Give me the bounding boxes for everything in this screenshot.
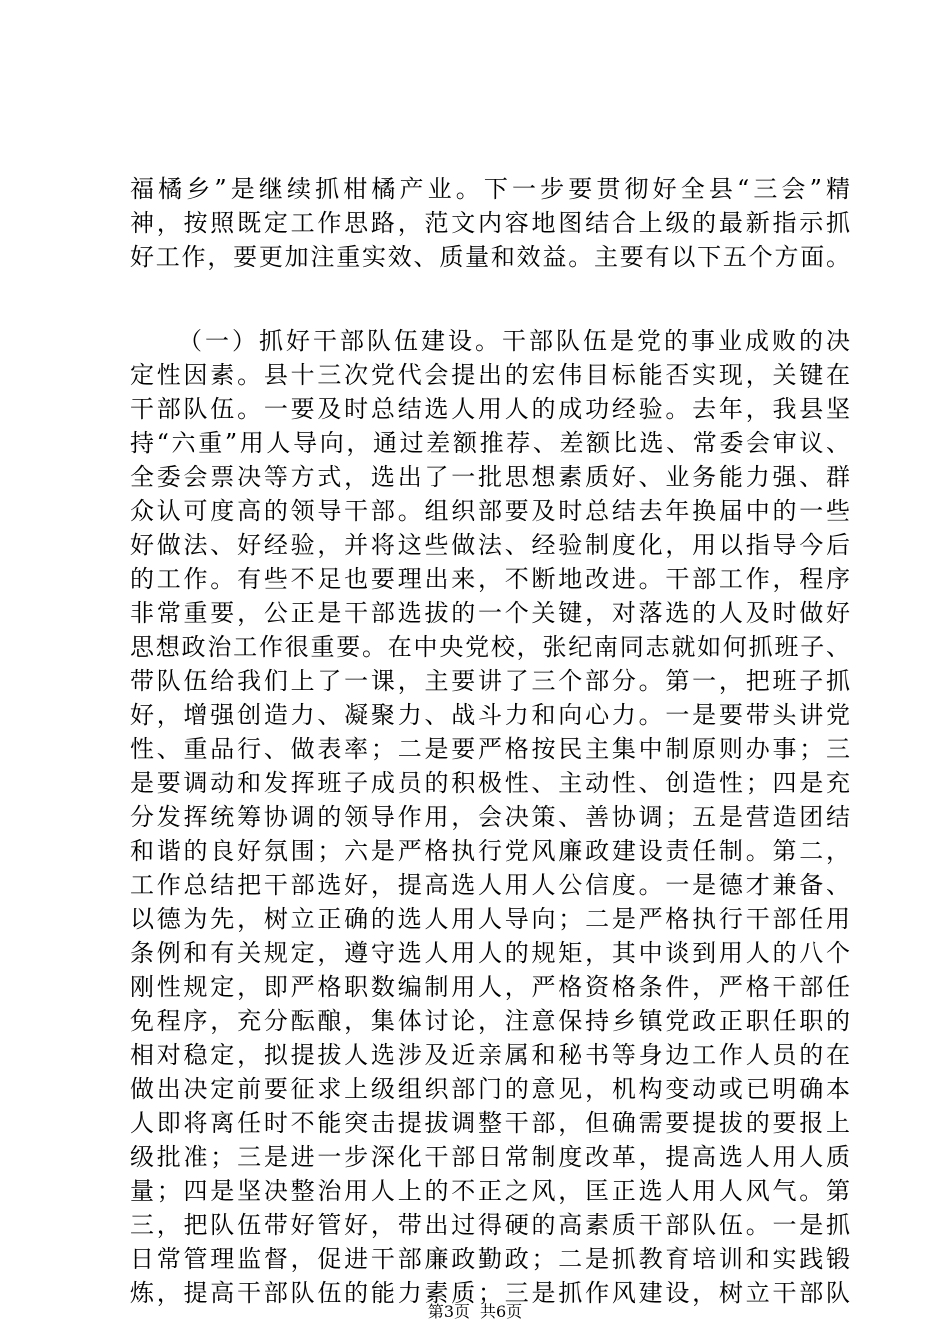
paragraph-2: [130, 324, 850, 1310]
text-line: 做出决定前要征求上级组织部门的意见，机构变动或已明确本: [130, 1075, 850, 1103]
text-line: 级批准；三是进一步深化干部日常制度改革，提高选人用人质: [130, 1143, 850, 1171]
document-body: [130, 172, 850, 1310]
text-line: 工作总结把干部选好，提高选人用人公信度。一是德才兼备、: [130, 871, 850, 899]
text-line: 和谐的良好氛围；六是严格执行党风廉政建设责任制。第二，: [130, 837, 850, 865]
text-line: 的工作。有些不足也要理出来，不断地改进。干部工作，程序: [130, 565, 850, 593]
text-line: 思想政治工作很重要。在中央党校，张纪南同志就如何抓班子、: [130, 633, 850, 661]
text-line: 日常管理监督，促进干部廉政勤政；二是抓教育培训和实践锻: [130, 1245, 850, 1273]
text-line: 带队伍给我们上了一课，主要讲了三个部分。第一，把班子抓: [130, 667, 850, 695]
page-number-current: 第3页: [427, 1302, 470, 1321]
text-line: 人即将离任时不能突击提拔调整干部，但确需要提拔的要报上: [130, 1109, 850, 1137]
paragraph-1: [130, 172, 850, 274]
text-line: 分发挥统筹协调的领导作用，会决策、善协调；五是营造团结: [130, 803, 850, 831]
text-line: 福橘乡”是继续抓柑橘产业。下一步要贯彻好全县“三会”精: [130, 175, 850, 203]
text-line: 性、重品行、做表率；二是要严格按民主集中制原则办事；三: [130, 735, 850, 763]
text-line: 好，增强创造力、凝聚力、战斗力和向心力。一是要带头讲党: [130, 701, 850, 729]
text-line: 持“六重”用人导向，通过差额推荐、差额比选、常委会审议、: [130, 429, 850, 457]
text-line: 好做法、好经验，并将这些做法、经验制度化，用以指导今后: [130, 531, 850, 559]
text-line: 量；四是坚决整治用人上的不正之风，匡正选人用人风气。第: [130, 1177, 850, 1205]
text-line: 条例和有关规定，遵守选人用人的规矩，其中谈到用人的八个: [130, 939, 850, 967]
text-line: 非常重要，公正是干部选拔的一个关键，对落选的人及时做好: [130, 599, 850, 627]
page-number-total: 共6页: [480, 1302, 523, 1321]
text-line: 干部队伍。一要及时总结选人用人的成功经验。去年，我县坚: [130, 395, 850, 423]
text-line: 是要调动和发挥班子成员的积极性、主动性、创造性；四是充: [130, 769, 850, 797]
text-line: 众认可度高的领导干部。组织部要及时总结去年换届中的一些: [130, 497, 850, 525]
paragraph-spacer: [130, 274, 850, 324]
text-line: 免程序，充分酝酿，集体讨论，注意保持乡镇党政正职任职的: [130, 1007, 850, 1035]
text-line: 刚性规定，即严格职数编制用人，严格资格条件，严格干部任: [130, 973, 850, 1001]
text-line: 三，把队伍带好管好，带出过得硬的高素质干部队伍。一是抓: [130, 1211, 850, 1239]
text-line: 以德为先，树立正确的选人用人导向；二是严格执行干部任用: [130, 905, 850, 933]
text-line: （一）抓好干部队伍建设。干部队伍是党的事业成败的决: [178, 327, 850, 355]
text-line: 全委会票决等方式，选出了一批思想素质好、业务能力强、群: [130, 463, 850, 491]
text-line: 定性因素。县十三次党代会提出的宏伟目标能否实现，关键在: [130, 361, 850, 389]
page-footer: [0, 1302, 950, 1322]
text-line: 炼，提高干部队伍的能力素质；三是抓作风建设，树立干部队: [130, 1279, 850, 1307]
text-line: 相对稳定，拟提拔人选涉及近亲属和秘书等身边工作人员的在: [130, 1041, 850, 1069]
text-line: 好工作，要更加注重实效、质量和效益。主要有以下五个方面。: [130, 243, 850, 271]
text-line: 神，按照既定工作思路，范文内容地图结合上级的最新指示抓: [130, 209, 850, 237]
